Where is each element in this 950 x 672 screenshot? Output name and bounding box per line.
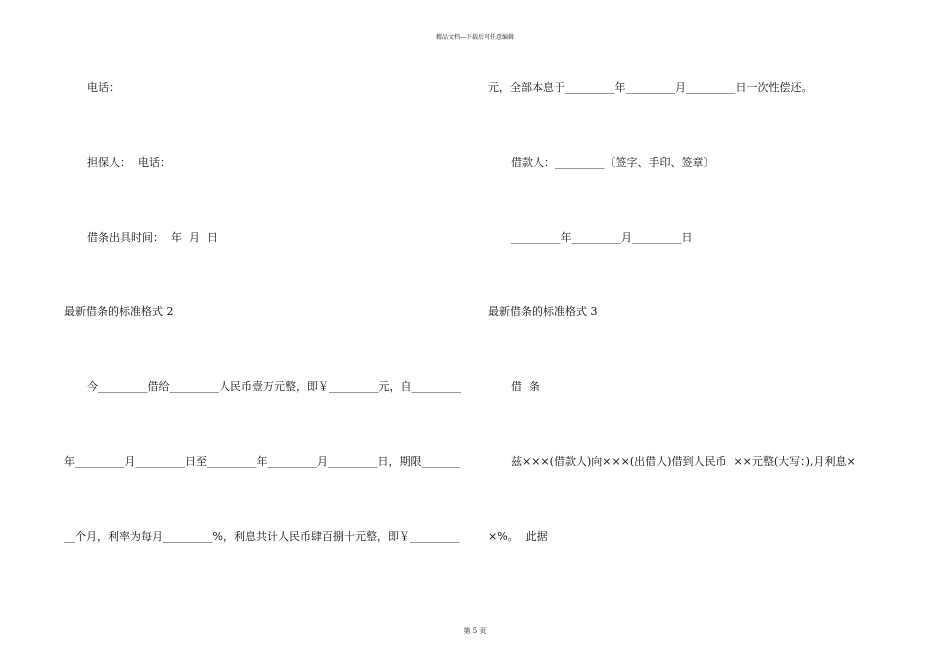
format3-line-2: ×%。 此据 — [488, 530, 548, 543]
format2-title: 最新借条的标准格式 2 — [64, 305, 174, 318]
issue-time-label: 借条出具时间： 年 月 日 — [87, 231, 218, 244]
repayment-line: 元，全部本息于_________年_________月_________日一次性偿还。 — [488, 81, 813, 94]
phone-label: 电话： — [87, 81, 120, 94]
format2-line-1: 今_________借给_________人民币壹万元整，即￥_________元，自_________ — [87, 380, 461, 393]
format2-line-2: 年_________月_________日至_________年_________月_________日，期限_______ — [64, 455, 460, 468]
format3-title: 最新借条的标准格式 3 — [488, 305, 598, 318]
borrower-signature-line: 借款人：_________〔签字、手印、签章〕 — [511, 156, 715, 169]
format3-line-1: 兹×××(借款人)向×××(出借人)借到人民币 ××元整(大写：),月利息× — [511, 455, 856, 468]
date-line: _________年_________月_________日 — [511, 231, 693, 244]
format2-line-3: __个月，利率为每月_________%，利息共计人民币肆百捌十元整，即￥_________ — [64, 530, 460, 543]
page-header: 精品文档---下载后可任意编辑 — [435, 34, 515, 41]
page-footer: 第 5 页 — [463, 627, 487, 635]
guarantor-phone-label: 担保人： 电话： — [87, 156, 171, 169]
iou-heading: 借 条 — [511, 380, 540, 393]
